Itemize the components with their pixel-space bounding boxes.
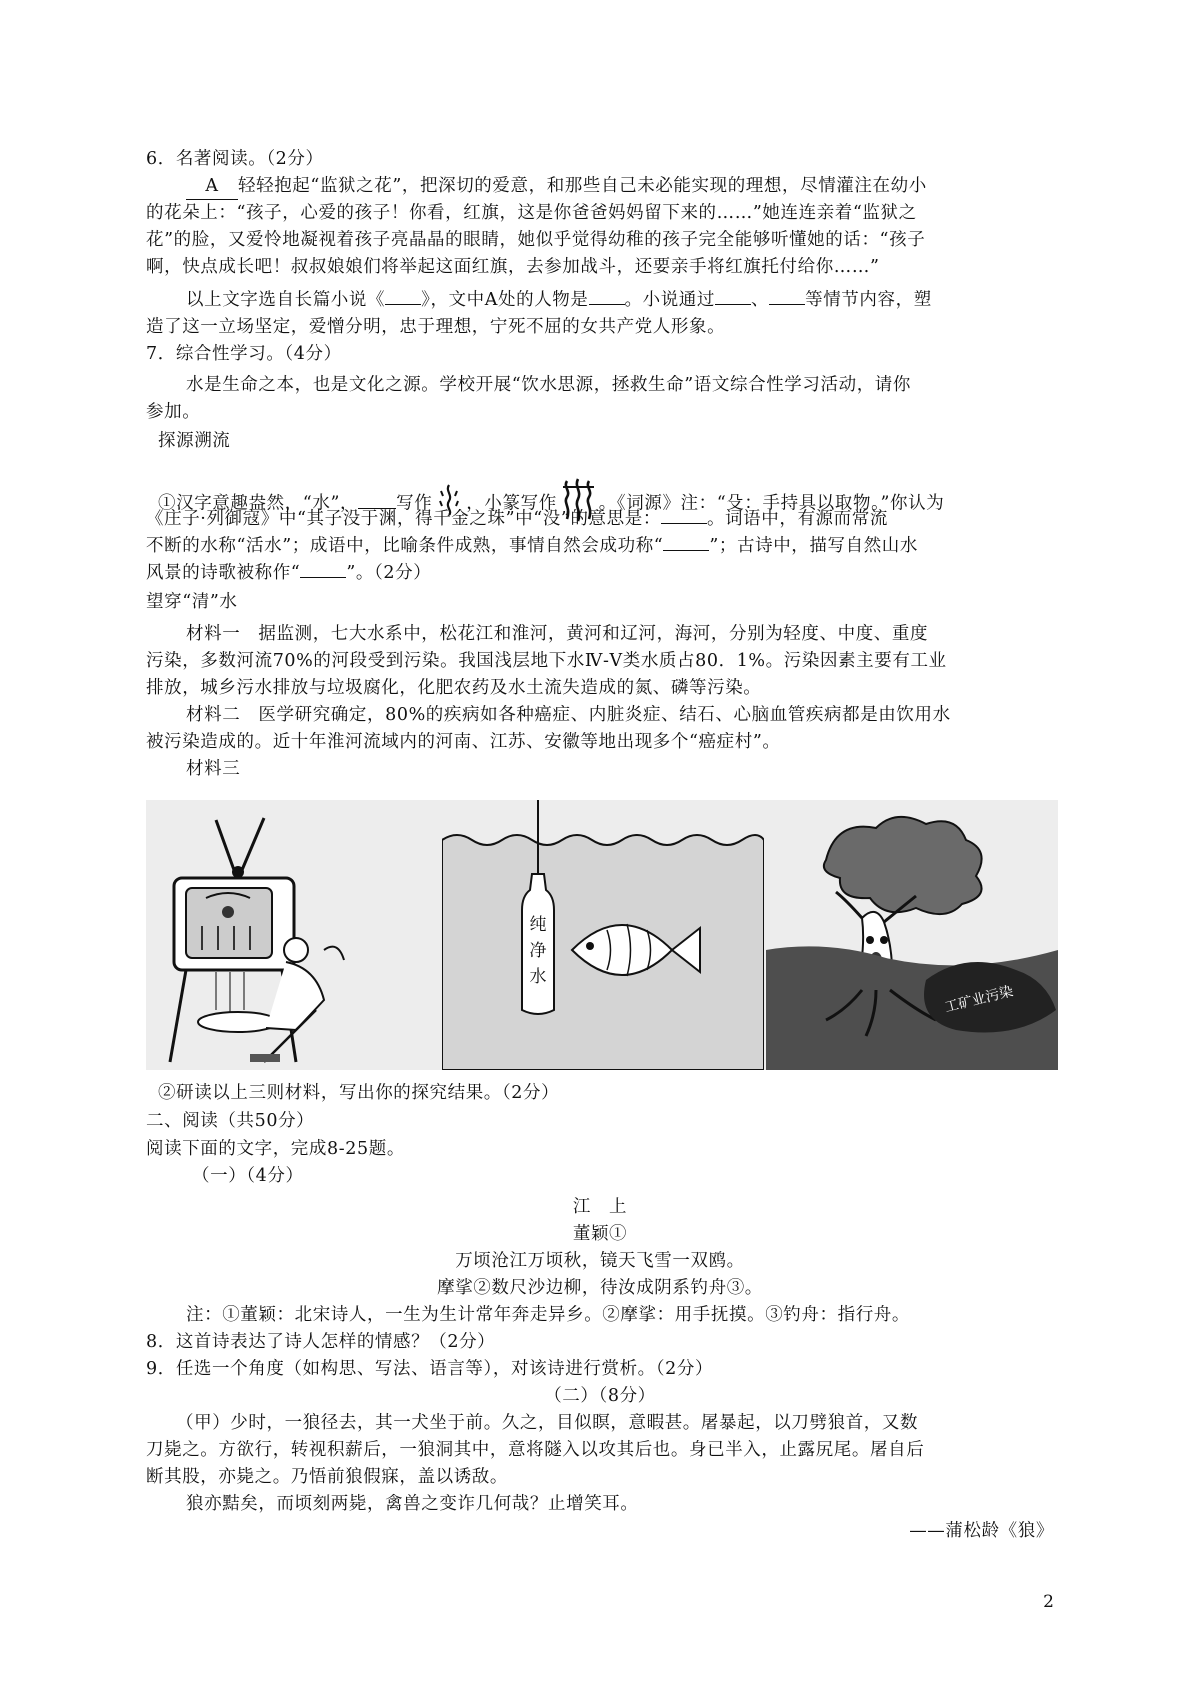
poem-line2: 摩挲②数尺沙边柳，待汝成阴系钓舟③。: [437, 1278, 763, 1298]
wolf-line2: 刀毙之。方欲行，转视积薪后，一狼洞其中，意将隧入以攻其后也。身已半入，止露尻尾。屠自后: [146, 1440, 925, 1460]
sub1-heading: （一）（4分）: [192, 1166, 304, 1186]
poem-line1: 万顷沧江万顷秋，镜天飞雪一双鸥。: [455, 1251, 745, 1271]
q7-s1-text-l4b: ”。（2分）: [346, 563, 432, 583]
q7-s1-text-l3b: ”；古诗中，描写自然山水: [709, 536, 918, 556]
answer-blank[interactable]: [663, 550, 709, 551]
section-heading: 探源溯流: [158, 431, 231, 451]
q8: 8．这首诗表达了诗人怎样的情感？（2分）: [146, 1332, 496, 1352]
part2-intro: 阅读下面的文字，完成8-25题。: [146, 1139, 405, 1159]
q7-s1-text-l2b: 。词语中，有源而常流: [706, 509, 888, 529]
q7-s1-text-l4a: 风景的诗歌被称作“: [146, 563, 301, 583]
wolf-line3: 断其股，亦毙之。乃悟前狼假寐，盖以诱敌。: [146, 1467, 508, 1487]
q6-text-d: 、: [751, 290, 770, 310]
bottle-text-2: 净: [529, 941, 547, 961]
material1-line1: 材料一 据监测，七大水系中，松花江和淮河，黄河和辽河，海河，分别为轻度、中度、重度: [186, 624, 929, 644]
bottle-text-1: 纯: [529, 915, 547, 935]
cartoon-polluted-tree: [766, 800, 1058, 1070]
material3-label: 材料三: [186, 759, 241, 779]
material2-line2: 被污染造成的。近十年淮河流域内的河南、江苏、安徽等地出现多个“癌症村”。: [146, 732, 781, 752]
part2-title: 二、阅读（共50分）: [146, 1111, 315, 1131]
material1-line3: 排放，城乡污水排放与垃圾腐化，化肥农药及水土流失造成的氮、磷等污染。: [146, 678, 762, 698]
source-citation: ——蒲松龄《狼》: [909, 1521, 1054, 1541]
bottle-text-3: 水: [529, 967, 547, 987]
q7-s1-text-d: 。《词源》注：“殳：手持具以取物。”你认为: [598, 493, 945, 514]
q7-s1-line3: [146, 533, 918, 559]
q7-s2: ②研读以上三则材料，写出你的探究结果。（2分）: [158, 1083, 560, 1103]
q6-para2-line2: 造了这一立场坚定，爱憎分明，忠于理想，宁死不屈的女共产党人形象。: [146, 317, 726, 337]
q6-para2-line1: [186, 287, 932, 313]
pollution-label: 工矿业污染: [943, 983, 1015, 1016]
q9: 9．任选一个角度（如构思、写法、语言等），对该诗进行赏析。（2分）: [146, 1359, 714, 1379]
poem-note: 注：①董颖：北宋诗人，一生为生计常年奔走异乡。②摩挲：用手抚摸。③钓舟：指行舟。: [186, 1305, 910, 1325]
q6-para1-text: 轻轻抱起“监狱之花”，把深切的爱意，和那些自己未必能实现的理想，尽情灌注在幼小: [238, 176, 927, 196]
q7-s1-text-a: ①汉字意趣盎然，“水”，: [158, 493, 359, 514]
q6-text-c: 。小说通过: [624, 290, 715, 310]
answer-blank[interactable]: [300, 577, 346, 578]
material1-line2: 污染，多数河流70%的河段受到污染。我国浅层地下水Ⅳ-Ⅴ类水质占80．1%。污染因素主要有工业: [146, 651, 947, 671]
section-heading: 望穿“清”水: [146, 592, 238, 612]
q7-s1-line4: [146, 560, 431, 586]
q6-para1-line3: 花”的脸，又爱怜地凝视着孩子亮晶晶的眼睛，她似乎觉得幼稚的孩子完全能够听懂她的话：“孩子: [146, 230, 926, 250]
q6-title: 6．名著阅读。（2分）: [146, 149, 324, 169]
q7-s1-text-l2a: 《庄子·列御寇》中“其子没于渊，得千金之珠”中“没”的意思是：: [146, 509, 661, 529]
wolf-line1: （甲）少时，一狼径去，其一犬坐于前。久之，目似瞑，意暇甚。屠暴起，以刀劈狼首，又数: [176, 1413, 919, 1433]
material2-line1: 材料二 医学研究确定，80%的疾病如各种癌症、内脏炎症、结石、心脑血管疾病都是由饮用水: [186, 705, 951, 725]
q7-intro-line2: 参加。: [146, 402, 201, 422]
q7-s1-text-b: 写作: [396, 493, 433, 514]
page-number: 2: [1043, 1592, 1054, 1612]
q7-s1-text-l3a: 不断的水称“活水”；成语中，比喻条件成熟，事情自然会成功称“: [146, 536, 664, 556]
q6-para1-line4: 啊，快点成长吧！叔叔娘娘们将举起这面红旗，去参加战斗，还要亲手将红旗托付给你……”: [146, 257, 880, 277]
answer-blank[interactable]: [589, 304, 625, 305]
q7-s1-text-c: ，小篆写作: [466, 493, 557, 514]
q6-text-b: 》，文中A处的人物是: [421, 290, 589, 310]
poem-author: 董颖①: [572, 1224, 628, 1244]
q6-text-e: 等情节内容，塑: [805, 290, 932, 310]
material3-cartoons: [146, 800, 1058, 1070]
q7-title: 7．综合性学习。（4分）: [146, 344, 342, 364]
answer-blank[interactable]: [385, 304, 421, 305]
q7-s1-line2: [146, 506, 888, 532]
blank-a: A: [186, 173, 238, 200]
q6-para1-line2: 的花朵上：“孩子，心爱的孩子！你看，红旗，这是你爸爸妈妈留下来的……”她连连亲着“监狱之: [146, 203, 917, 223]
answer-blank[interactable]: [661, 523, 707, 524]
answer-blank[interactable]: [715, 304, 751, 305]
cartoon-leaking-tv: [146, 800, 406, 1070]
poem-title: 江 上: [572, 1197, 628, 1217]
cartoon-bottle-fish: [442, 800, 764, 1070]
q7-intro-line1: 水是生命之本，也是文化之源。学校开展“饮水思源，拯救生命”语文综合性学习活动，请你: [186, 375, 911, 395]
sub2-heading: （二）（8分）: [544, 1386, 656, 1406]
wolf-line4: 狼亦黠矣，而顷刻两毙，禽兽之变诈几何哉？止增笑耳。: [186, 1494, 639, 1514]
q6-para1-line1: [186, 173, 927, 200]
answer-blank[interactable]: [769, 304, 805, 305]
q6-text-a: 以上文字选自长篇小说《: [186, 290, 386, 310]
